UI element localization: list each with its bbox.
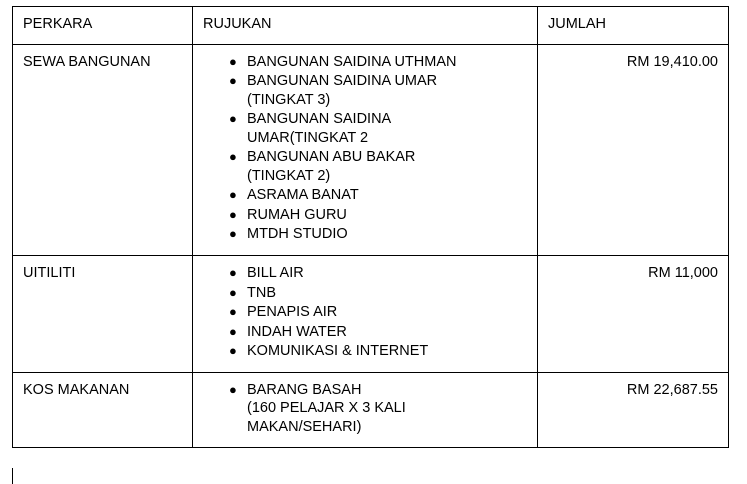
list-item (203, 264, 527, 283)
list-item-text: BANGUNAN SAIDINA (247, 111, 392, 128)
list-item (203, 225, 527, 244)
list-item-text-cont: (TINGKAT 2) (247, 167, 331, 184)
budget-table (12, 6, 729, 448)
bullet-icon: ● (229, 149, 237, 165)
list-item-text: ASRAMA BANAT (247, 187, 359, 204)
table-row (13, 372, 729, 448)
cell-rujukan (193, 256, 538, 373)
table-row (13, 44, 729, 255)
list-item-text-cont: (160 PELAJAR X 3 KALI (247, 400, 406, 417)
bullet-icon: ● (229, 265, 237, 281)
bullet-icon: ● (229, 206, 237, 222)
header-cell-rujukan: RUJUKAN (193, 7, 538, 45)
list-item (203, 284, 527, 303)
list-item-text: MTDH STUDIO (247, 226, 348, 243)
bullet-icon: ● (229, 304, 237, 320)
bullet-icon: ● (229, 381, 237, 397)
list-item-text: BILL AIR (247, 265, 304, 282)
header-cell-jumlah: JUMLAH (538, 7, 729, 45)
list-item-text: RUMAH GURU (247, 206, 347, 223)
list-item-text: TNB (247, 284, 276, 301)
cell-perkara: KOS MAKANAN (13, 372, 193, 448)
bullet-icon: ● (229, 111, 237, 127)
document-page (0, 6, 747, 484)
list-item-text: PENAPIS AIR (247, 304, 338, 321)
list-item-text-cont: UMAR(TINGKAT 2 (247, 129, 369, 146)
list-item-text: BARANG BASAH (247, 381, 362, 398)
header-cell-perkara: PERKARA (13, 7, 193, 45)
table-bottom-edge-stub (12, 468, 14, 484)
list-item (203, 110, 527, 147)
bullet-icon: ● (229, 187, 237, 203)
list-item (203, 206, 527, 225)
list-item (203, 342, 527, 361)
cell-jumlah: RM 19,410.00 (538, 44, 729, 255)
list-item (203, 186, 527, 205)
list-item-text: BANGUNAN ABU BAKAR (247, 149, 416, 166)
list-item (203, 381, 527, 437)
list-item-text: KOMUNIKASI & INTERNET (247, 343, 429, 360)
list-item-text-cont: (TINGKAT 3) (247, 91, 331, 108)
rujukan-list (203, 264, 527, 361)
bullet-icon: ● (229, 284, 237, 300)
list-item-text: BANGUNAN SAIDINA UMAR (247, 73, 438, 90)
cell-jumlah: RM 22,687.55 (538, 372, 729, 448)
list-item (203, 53, 527, 72)
bullet-icon: ● (229, 73, 237, 89)
bullet-icon: ● (229, 343, 237, 359)
list-item-text-cont: MAKAN/SEHARI) (247, 418, 362, 435)
list-item-text: BANGUNAN SAIDINA UTHMAN (247, 53, 457, 70)
cell-jumlah: RM 11,000 (538, 256, 729, 373)
cell-rujukan (193, 372, 538, 448)
table-header-row (13, 7, 729, 45)
cell-rujukan (193, 44, 538, 255)
list-item-text: INDAH WATER (247, 323, 347, 340)
bullet-icon: ● (229, 323, 237, 339)
bullet-icon: ● (229, 226, 237, 242)
cell-perkara: SEWA BANGUNAN (13, 44, 193, 255)
list-item (203, 72, 527, 109)
list-item (203, 303, 527, 322)
list-item (203, 148, 527, 185)
bullet-icon: ● (229, 53, 237, 69)
table-row (13, 256, 729, 373)
rujukan-list (203, 53, 527, 244)
list-item (203, 323, 527, 342)
rujukan-list (203, 381, 527, 437)
cell-perkara: UITILITI (13, 256, 193, 373)
